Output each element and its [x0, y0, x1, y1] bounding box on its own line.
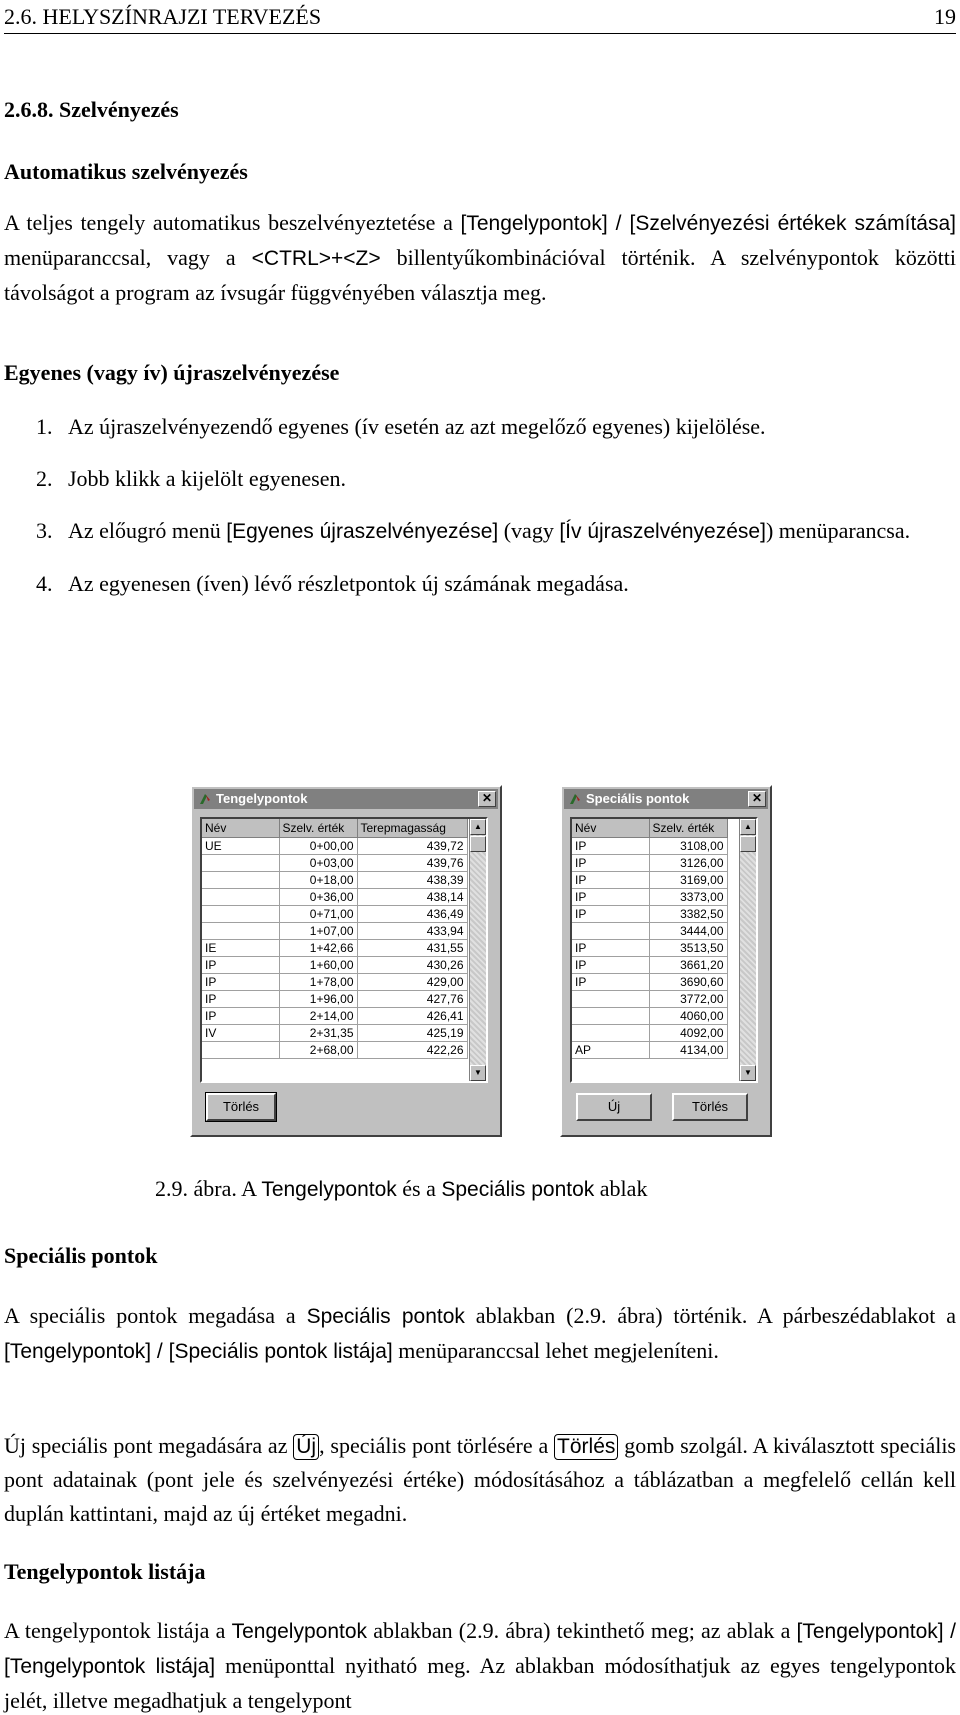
- special-paragraph-2: Új speciális pont megadására az Új , speciális pont törlésére a Törlés gomb szolgál. A kiválasztott speciális pont adatainak (pont jele és szelvényezési értéke) módosításához a táblázatban a megfelelő cellán kell duplán kattintani, majd az új értéket megadni.: [4, 1433, 956, 1526]
- vertical-scrollbar[interactable]: [469, 819, 486, 1081]
- scroll-down-icon[interactable]: ▼: [740, 1065, 756, 1081]
- table-cell[interactable]: [202, 1041, 279, 1058]
- list-item: 3. Az előugró menü [Egyenes újraszelvényezése] (vagy [Ív újraszelvényezése]) menüparancsa.: [36, 518, 911, 543]
- table-cell[interactable]: 1+60,00: [279, 956, 357, 973]
- table-cell[interactable]: IP: [202, 973, 279, 990]
- special-paragraph-1: A speciális pontok megadása a Speciális pontok ablakban (2.9. ábra) történik. A párbeszédablakot a [Tengelypontok] / [Speciális pontok listája] menüparanccsal lehet megjeleníteni.: [4, 1303, 956, 1363]
- table-cell[interactable]: 438,14: [357, 888, 467, 905]
- specialis-pontok-table[interactable]: [570, 817, 758, 1083]
- auto-heading: Automatikus szelvényezés: [4, 159, 248, 184]
- table-row[interactable]: [572, 888, 727, 905]
- table-cell[interactable]: [572, 1024, 649, 1041]
- table-cell[interactable]: 4092,00: [649, 1024, 727, 1041]
- table-cell[interactable]: [202, 888, 279, 905]
- table-cell[interactable]: IP: [572, 871, 649, 888]
- window-title: Tengelypontok: [216, 791, 308, 806]
- table-cell[interactable]: IP: [202, 1007, 279, 1024]
- scroll-up-icon[interactable]: ▲: [470, 819, 486, 835]
- delete-button[interactable]: Törlés: [206, 1093, 276, 1121]
- special-heading: Speciális pontok: [4, 1243, 158, 1268]
- window-titlebar: [194, 789, 498, 809]
- steps-list: [36, 410, 956, 601]
- table-cell[interactable]: 1+78,00: [279, 973, 357, 990]
- table-cell[interactable]: [572, 990, 649, 1007]
- table-cell[interactable]: 0+00,00: [279, 837, 357, 854]
- scroll-thumb[interactable]: [740, 836, 756, 852]
- window-title: Speciális pontok: [586, 791, 690, 806]
- table-cell[interactable]: IE: [202, 939, 279, 956]
- table-cell[interactable]: IP: [572, 905, 649, 922]
- table-cell[interactable]: 4060,00: [649, 1007, 727, 1024]
- table-cell[interactable]: 429,00: [357, 973, 467, 990]
- table-row[interactable]: [202, 1024, 467, 1041]
- table-cell[interactable]: [202, 871, 279, 888]
- running-section-title: 2.6. HELYSZÍNRAJZI TERVEZÉS: [4, 3, 322, 29]
- table-row[interactable]: [572, 1024, 727, 1041]
- close-icon[interactable]: ✕: [478, 791, 496, 807]
- tlist-heading: Tengelypontok listája: [4, 1559, 206, 1584]
- table-cell[interactable]: 3169,00: [649, 871, 727, 888]
- table-cell[interactable]: AP: [572, 1041, 649, 1058]
- table-cell[interactable]: 0+36,00: [279, 888, 357, 905]
- table-cell[interactable]: 3126,00: [649, 854, 727, 871]
- table-cell[interactable]: 0+03,00: [279, 854, 357, 871]
- list-item: 1. Az újraszelvényezendő egyenes (ív esetén az azt megelőző egyenes) kijelölése.: [36, 414, 766, 439]
- list-item: 4. Az egyenesen (íven) lévő részletpontok új számának megadása.: [36, 571, 629, 596]
- new-key-label: Új: [293, 1434, 319, 1460]
- table-row[interactable]: [202, 1041, 467, 1058]
- table-cell[interactable]: 2+14,00: [279, 1007, 357, 1024]
- app-icon: [198, 792, 212, 806]
- table-row[interactable]: [572, 990, 727, 1007]
- table-row[interactable]: [572, 871, 727, 888]
- scroll-thumb[interactable]: [470, 836, 486, 852]
- figure-caption: 2.9. ábra. A Tengelypontok és a Speciális pontok ablak: [155, 1176, 648, 1201]
- table-cell[interactable]: 2+31,35: [279, 1024, 357, 1041]
- table-cell[interactable]: IP: [572, 973, 649, 990]
- table-cell[interactable]: 438,39: [357, 871, 467, 888]
- table-row[interactable]: [572, 973, 727, 990]
- table-row[interactable]: [572, 905, 727, 922]
- table-cell[interactable]: 425,19: [357, 1024, 467, 1041]
- table-cell[interactable]: [202, 922, 279, 939]
- table-cell[interactable]: IP: [202, 990, 279, 1007]
- table-cell[interactable]: 439,76: [357, 854, 467, 871]
- table-cell[interactable]: 3373,00: [649, 888, 727, 905]
- table-cell[interactable]: IP: [202, 956, 279, 973]
- table-cell[interactable]: 0+18,00: [279, 871, 357, 888]
- close-icon[interactable]: ✕: [748, 791, 766, 807]
- table-cell[interactable]: 3513,50: [649, 939, 727, 956]
- reszelv-heading: Egyenes (vagy ív) újraszelvényezése: [4, 360, 340, 385]
- tlist-paragraph: A tengelypontok listája a Tengelypontok ablakban (2.9. ábra) tekinthető meg; az ablak a [Tengelypontok] / [Tengelypontok listája] menüponttal nyitható meg. Az ablakban módosíthatjuk az egyes tengelypontok jelét, illetve megadhatjuk a tengelypont: [4, 1618, 956, 1713]
- table-cell[interactable]: IV: [202, 1024, 279, 1041]
- table-cell[interactable]: 439,72: [357, 837, 467, 854]
- app-icon: [568, 792, 582, 806]
- table-row[interactable]: [202, 922, 467, 939]
- scroll-down-icon[interactable]: ▼: [470, 1065, 486, 1081]
- table-cell[interactable]: 3772,00: [649, 990, 727, 1007]
- section-title: 2.6.8. Szelvényezés: [4, 97, 179, 122]
- table-cell[interactable]: [202, 854, 279, 871]
- column-header[interactable]: Szelv. érték: [649, 819, 727, 837]
- table-cell[interactable]: IP: [572, 939, 649, 956]
- table-cell[interactable]: 3444,00: [649, 922, 727, 939]
- table-cell[interactable]: 4134,00: [649, 1041, 727, 1058]
- scroll-up-icon[interactable]: ▲: [740, 819, 756, 835]
- table-row[interactable]: [202, 854, 467, 871]
- table-row[interactable]: [202, 990, 467, 1007]
- table-row[interactable]: [202, 939, 467, 956]
- page-number: 19: [934, 3, 956, 29]
- column-header[interactable]: Terepmagasság: [357, 819, 467, 837]
- table-row[interactable]: [202, 888, 467, 905]
- table-cell[interactable]: UE: [202, 837, 279, 854]
- column-header[interactable]: Név: [572, 819, 649, 837]
- table-cell[interactable]: 3382,50: [649, 905, 727, 922]
- table-cell[interactable]: IP: [572, 854, 649, 871]
- column-header[interactable]: Szelv. érték: [279, 819, 357, 837]
- delete-key-label: Törlés: [554, 1434, 618, 1460]
- table-cell[interactable]: 426,41: [357, 1007, 467, 1024]
- page-header: [4, 0, 956, 34]
- table-cell[interactable]: IP: [572, 837, 649, 854]
- table-cell[interactable]: IP: [572, 888, 649, 905]
- table-cell[interactable]: 3108,00: [649, 837, 727, 854]
- new-button[interactable]: Új: [576, 1093, 652, 1121]
- window-titlebar: [564, 789, 768, 809]
- table-row[interactable]: [572, 854, 727, 871]
- table-cell[interactable]: 3661,20: [649, 956, 727, 973]
- table-cell[interactable]: 0+71,00: [279, 905, 357, 922]
- table-cell[interactable]: IP: [572, 956, 649, 973]
- table-cell[interactable]: [572, 922, 649, 939]
- table-row[interactable]: [572, 837, 727, 854]
- list-item: 2. Jobb klikk a kijelölt egyenesen.: [36, 466, 346, 491]
- table-cell[interactable]: 2+68,00: [279, 1041, 357, 1058]
- table-cell[interactable]: 1+07,00: [279, 922, 357, 939]
- table-cell[interactable]: 3690,60: [649, 973, 727, 990]
- table-row[interactable]: [572, 1041, 727, 1058]
- table-cell[interactable]: [202, 905, 279, 922]
- table-cell[interactable]: [572, 1007, 649, 1024]
- table-row[interactable]: [202, 871, 467, 888]
- table-row[interactable]: [572, 939, 727, 956]
- table-row[interactable]: [572, 956, 727, 973]
- specialis-pontok-window: [560, 785, 772, 1137]
- table-row[interactable]: [572, 922, 727, 939]
- delete-button[interactable]: Törlés: [672, 1093, 748, 1121]
- table-cell[interactable]: 433,94: [357, 922, 467, 939]
- table-row[interactable]: [202, 956, 467, 973]
- table-row[interactable]: [202, 973, 467, 990]
- table-cell[interactable]: 436,49: [357, 905, 467, 922]
- tengelypontok-table[interactable]: [200, 817, 488, 1083]
- table-cell[interactable]: 430,26: [357, 956, 467, 973]
- table-row[interactable]: [202, 837, 467, 854]
- table-row[interactable]: [202, 905, 467, 922]
- table-row[interactable]: [572, 1007, 727, 1024]
- table-cell[interactable]: 1+96,00: [279, 990, 357, 1007]
- table-cell[interactable]: 1+42,66: [279, 939, 357, 956]
- column-header[interactable]: Név: [202, 819, 279, 837]
- table-cell[interactable]: 427,76: [357, 990, 467, 1007]
- table-row[interactable]: [202, 1007, 467, 1024]
- tengelypontok-window: [190, 785, 502, 1137]
- vertical-scrollbar[interactable]: [739, 819, 756, 1081]
- auto-paragraph: A teljes tengely automatikus beszelvényeztetése a [Tengelypontok] / [Szelvényezési értékek számítása] menüparanccsal, vagy a <CTRL>+<Z> billentyűkombinációval történik. A szelvénypontok közötti távolságot a program az ívsugár függvényében választja meg.: [4, 210, 956, 305]
- table-cell[interactable]: 431,55: [357, 939, 467, 956]
- table-cell[interactable]: 422,26: [357, 1041, 467, 1058]
